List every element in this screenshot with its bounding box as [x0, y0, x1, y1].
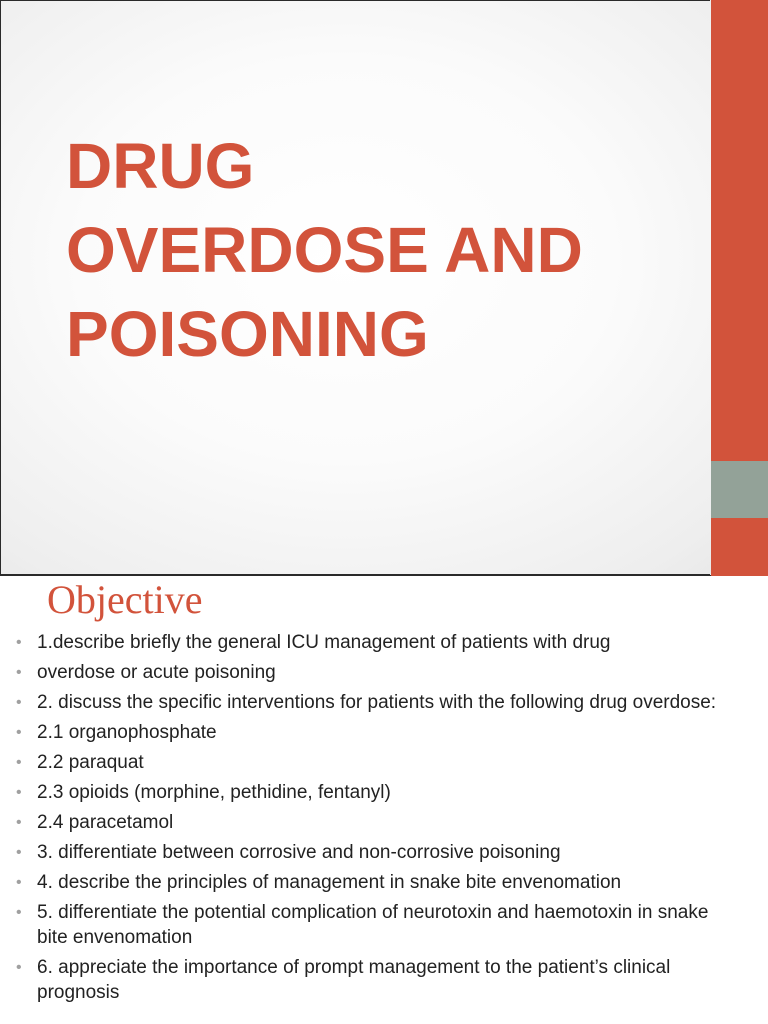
title-line: OVERDOSE AND	[66, 214, 583, 286]
slide-title	[66, 124, 686, 376]
side-accent-block	[711, 461, 768, 518]
objective-heading: Objective	[47, 577, 203, 622]
list-item	[0, 870, 768, 895]
bullet-icon: •	[16, 874, 22, 891]
list-item	[0, 900, 768, 950]
list-item	[0, 660, 768, 685]
list-item-text: 5. differentiate the potential complication of neurotoxin and haemotoxin in snake bite envenomation	[37, 902, 709, 948]
list-item-text: 3. differentiate between corrosive and non-corrosive poisoning	[37, 842, 561, 863]
list-item-text: 4. describe the principles of management in snake bite envenomation	[37, 872, 622, 893]
bullet-icon: •	[16, 664, 22, 681]
list-item	[0, 750, 768, 775]
objective-list	[0, 630, 768, 1010]
bullet-icon: •	[16, 959, 22, 976]
list-item	[0, 780, 768, 805]
list-item	[0, 810, 768, 835]
list-item-text: 2.3 opioids (morphine, pethidine, fentanyl)	[37, 782, 391, 803]
bullet-icon: •	[16, 634, 22, 651]
list-item	[0, 840, 768, 865]
list-item	[0, 720, 768, 745]
bullet-icon: •	[16, 814, 22, 831]
list-item	[0, 690, 768, 715]
list-item	[0, 630, 768, 655]
bullet-icon: •	[16, 784, 22, 801]
bullet-icon: •	[16, 754, 22, 771]
list-item	[0, 955, 768, 1005]
list-item-text: overdose or acute poisoning	[37, 662, 276, 683]
bullet-icon: •	[16, 844, 22, 861]
title-line: POISONING	[66, 298, 429, 370]
bullet-icon: •	[16, 724, 22, 741]
list-item-text: 2.2 paraquat	[37, 752, 144, 773]
bullet-icon: •	[16, 904, 22, 921]
title-line: DRUG	[66, 130, 255, 202]
list-item-text: 2.4 paracetamol	[37, 812, 174, 833]
objective-slide	[0, 576, 768, 1024]
bullet-icon: •	[16, 694, 22, 711]
list-item-text: 1.describe briefly the general ICU management of patients with drug	[37, 632, 611, 653]
list-item-text: 6. appreciate the importance of prompt management to the patient’s clinical prognosis	[37, 957, 671, 1003]
list-item-text: 2.1 organophosphate	[37, 722, 217, 743]
list-item-text: 2. discuss the specific interventions for patients with the following drug overdose:	[37, 692, 717, 713]
